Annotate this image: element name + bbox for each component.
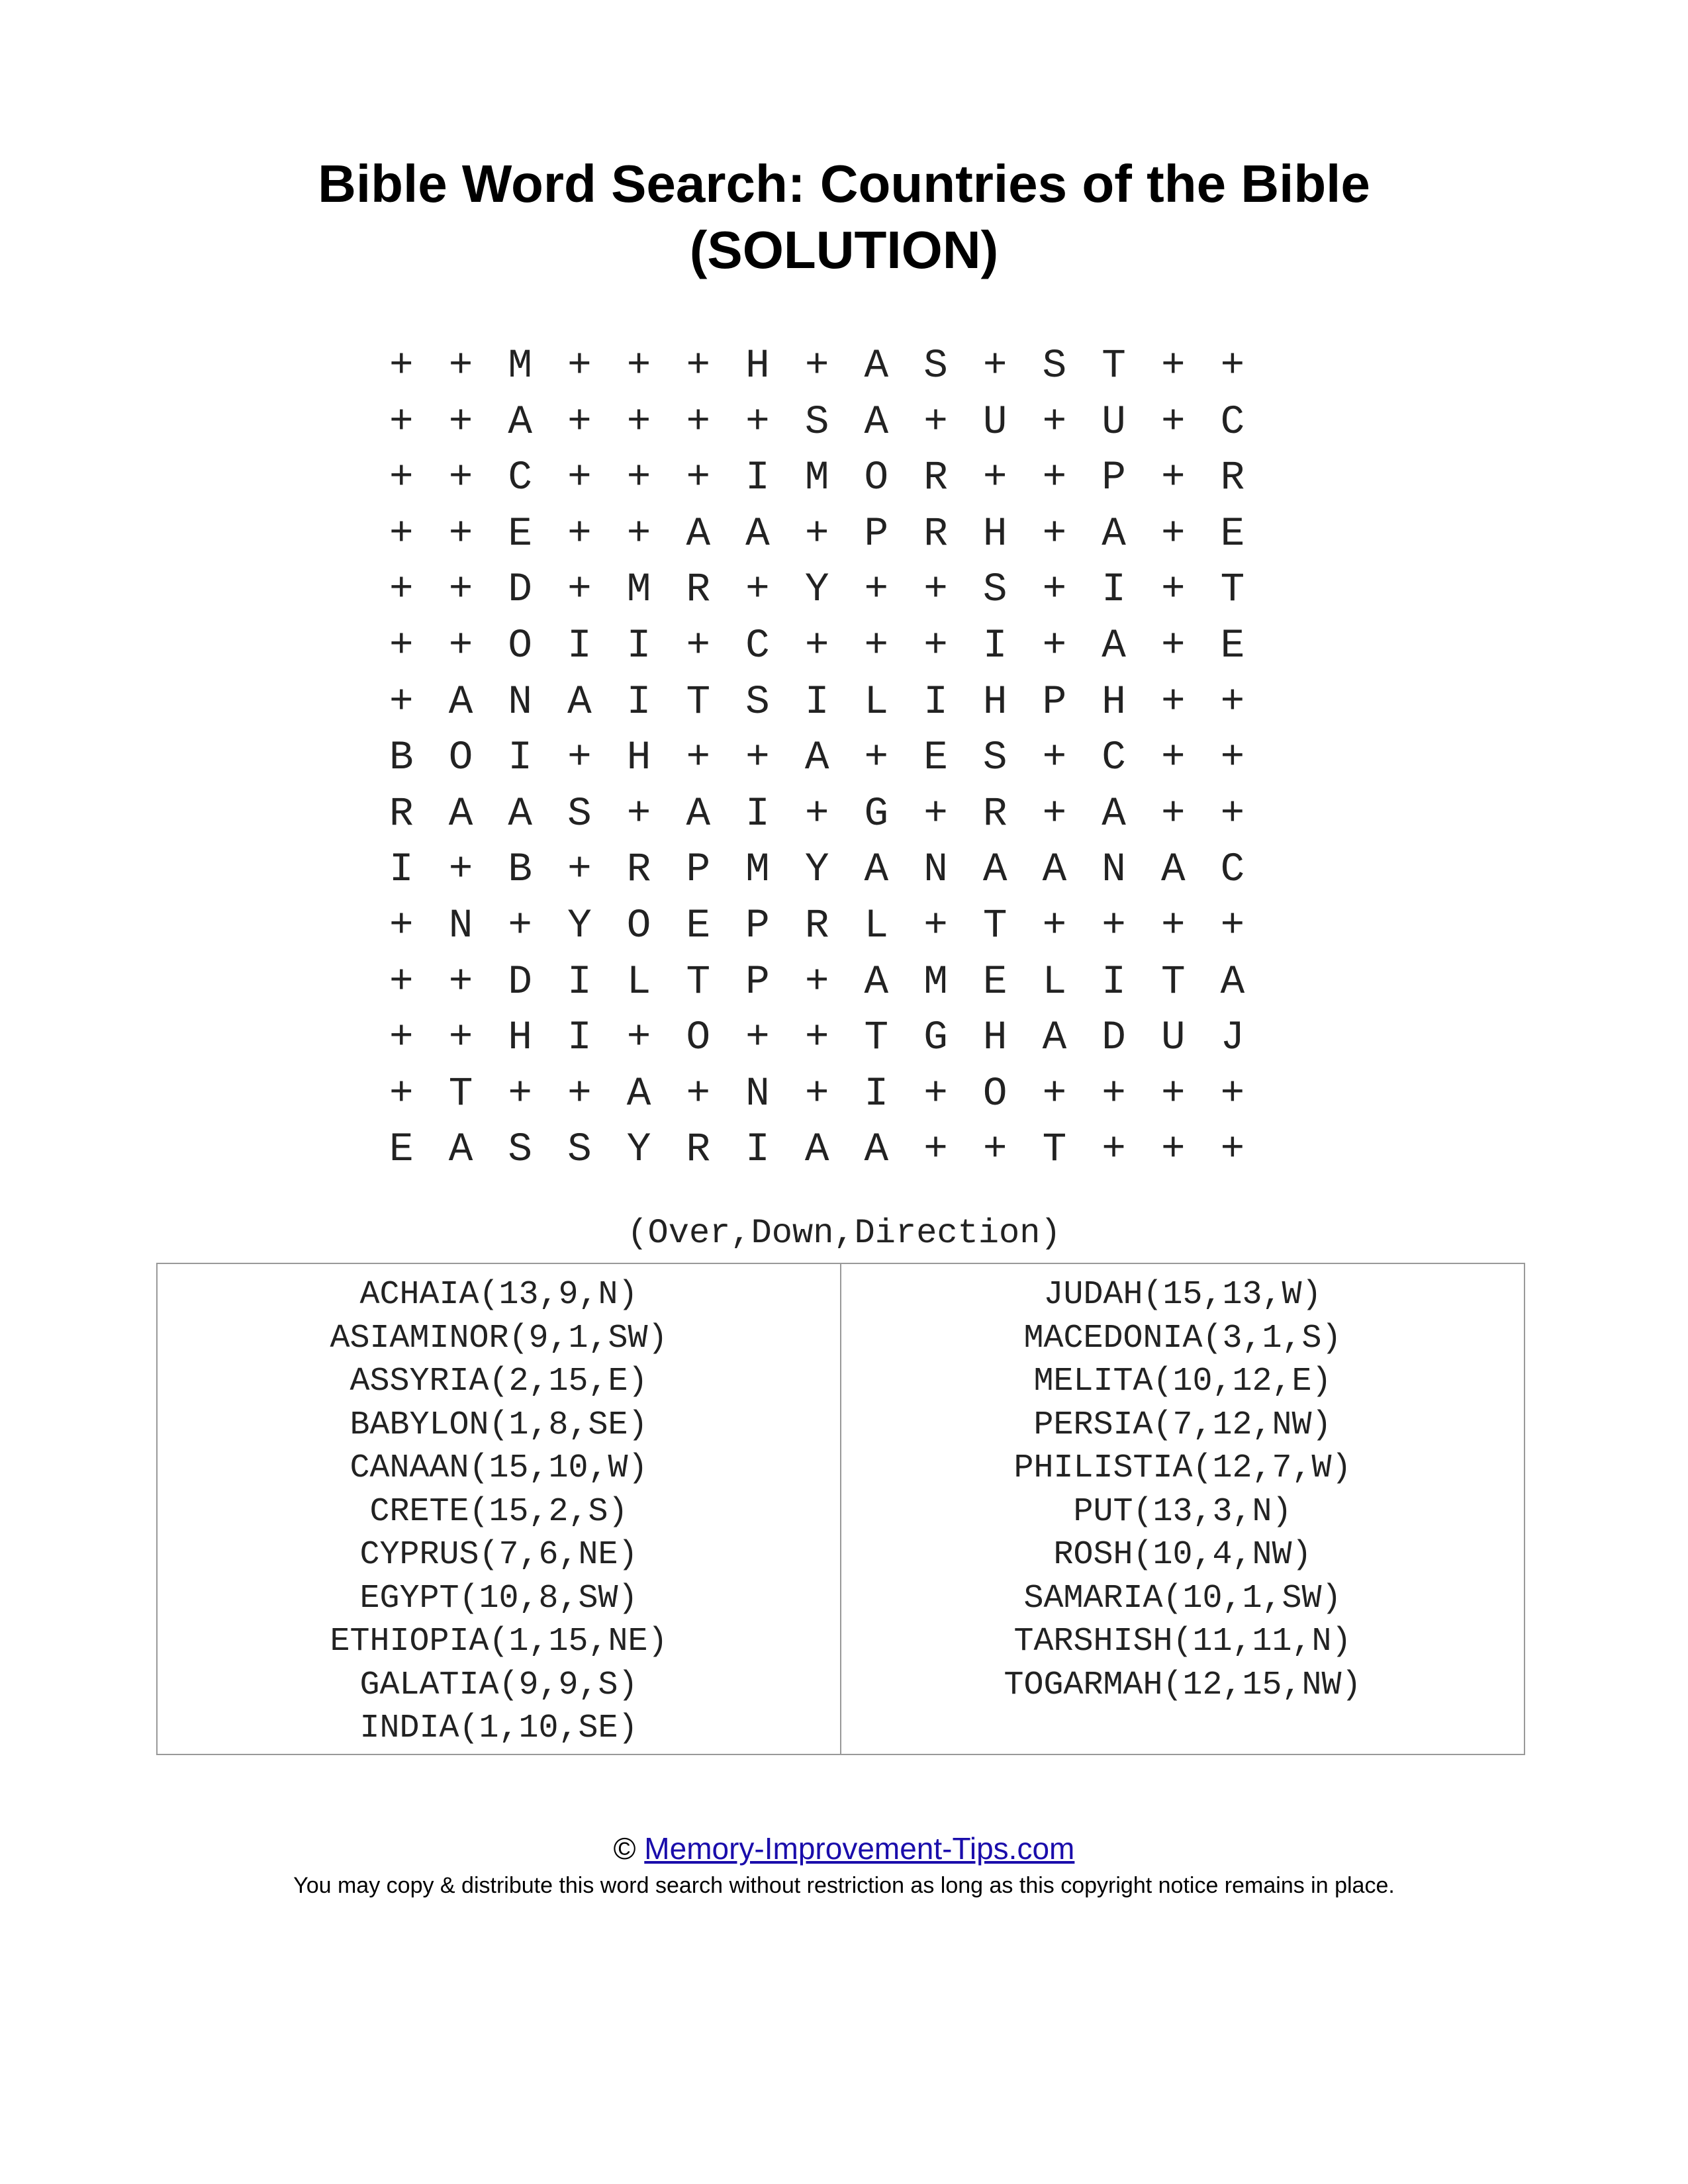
grid-cell: + [1102,1127,1126,1173]
grid-cell: + [686,623,711,669]
word-list-item: CRETE(15,2,S) [369,1492,628,1531]
grid-cell: + [1160,679,1186,725]
grid-cell: + [686,735,711,782]
grid-cell: + [626,511,651,557]
word-list-item: ASIAMINOR(9,1,SW) [330,1319,668,1357]
grid-cell: R [982,791,1008,837]
grid-row [389,451,1280,507]
grid-cell: T [448,1071,473,1117]
grid-cell: P [1102,455,1126,502]
grid-cell: + [1220,1127,1245,1173]
grid-cell: S [982,735,1008,782]
grid-cell: L [864,903,889,949]
grid-cell: A [626,1071,651,1117]
grid-cell: C [1102,735,1126,782]
grid-cell: + [389,567,414,614]
copyright-notice: You may copy & distribute this word search without restriction as long as this copyright notice remains in place. [293,1873,1395,1898]
grid-cell: + [389,959,414,1005]
grid-cell: + [1160,511,1186,557]
grid-cell: + [923,1071,948,1117]
legend-caption: (Over,Down,Direction) [627,1214,1061,1253]
grid-cell: + [389,903,414,949]
grid-cell: A [745,511,770,557]
word-list-item: SAMARIA(10,1,SW) [1023,1579,1342,1617]
grid-cell: + [508,903,532,949]
grid-cell: S [508,1127,532,1173]
grid-row [389,395,1280,451]
grid-cell: + [389,511,414,557]
grid-cell: R [686,567,711,614]
grid-cell: + [864,735,889,782]
grid-cell: C [1220,399,1245,445]
grid-cell: I [745,791,770,837]
grid-cell: E [508,511,532,557]
grid-row [389,955,1280,1011]
grid-cell: T [686,679,711,725]
grid-cell: J [1220,1015,1245,1062]
grid-cell: S [567,791,592,837]
grid-cell: P [864,511,889,557]
grid-cell: + [389,623,414,669]
grid-cell: + [567,399,592,445]
grid-cell: O [448,735,473,782]
grid-cell: U [1160,1015,1186,1062]
grid-cell: S [567,1127,592,1173]
grid-cell: + [448,847,473,893]
grid-cell: + [804,791,829,837]
grid-cell: M [745,847,770,893]
word-list-item: MACEDONIA(3,1,S) [1023,1319,1342,1357]
word-list-item: TOGARMAH(12,15,NW) [1004,1666,1362,1704]
grid-cell: A [982,847,1008,893]
grid-cell: A [448,791,473,837]
grid-cell: H [745,343,770,389]
page-title: Bible Word Search: Countries of the Bible [318,154,1370,213]
grid-cell: R [1220,455,1245,502]
grid-cell: + [1220,735,1245,782]
grid-cell: + [1220,903,1245,949]
grid-cell: + [745,1015,770,1062]
grid-cell: I [1102,567,1126,614]
grid-cell: A [448,679,473,725]
grid-row [389,339,1280,395]
grid-cell: + [626,791,651,837]
grid-cell: + [686,399,711,445]
grid-cell: O [626,903,651,949]
grid-cell: + [804,623,829,669]
grid-cell: + [686,1071,711,1117]
grid-cell: Y [804,847,829,893]
copyright-symbol: © [613,1831,636,1866]
grid-cell: E [982,959,1008,1005]
grid-cell: + [745,735,770,782]
grid-cell: D [508,959,532,1005]
grid-cell: A [1160,847,1186,893]
grid-cell: + [567,455,592,502]
grid-cell: + [1160,567,1186,614]
grid-cell: N [508,679,532,725]
grid-cell: O [982,1071,1008,1117]
grid-cell: E [389,1127,414,1173]
grid-cell: + [389,343,414,389]
word-list-item: GALATIA(9,9,S) [359,1666,638,1704]
grid-cell: O [508,623,532,669]
grid-cell: D [508,567,532,614]
word-list-item: ETHIOPIA(1,15,NE) [330,1623,668,1661]
grid-cell: + [1102,1071,1126,1117]
word-list-item: TARSHISH(11,11,N) [1013,1623,1352,1661]
grid-cell: H [626,735,651,782]
grid-cell: H [982,1015,1008,1062]
grid-cell: S [923,343,948,389]
grid-cell: A [448,1127,473,1173]
grid-cell: + [626,399,651,445]
grid-cell: P [745,903,770,949]
grid-cell: I [745,1127,770,1173]
grid-cell: L [626,959,651,1005]
grid-cell: + [567,343,592,389]
grid-cell: S [1042,343,1067,389]
grid-cell: + [1220,679,1245,725]
word-list-item: ASSYRIA(2,15,E) [350,1363,648,1400]
grid-cell: U [982,399,1008,445]
grid-cell: H [1102,679,1126,725]
grid-cell: + [1042,567,1067,614]
grid-cell: + [982,455,1008,502]
grid-cell: Y [567,903,592,949]
grid-cell: R [804,903,829,949]
word-list-item: INDIA(1,10,SE) [359,1709,638,1747]
grid-cell: + [1102,903,1126,949]
grid-cell: + [804,1071,829,1117]
grid-cell: I [923,679,948,725]
grid-cell: I [804,679,829,725]
grid-cell: T [1042,1127,1067,1173]
grid-cell: + [1042,455,1067,502]
grid-cell: + [686,455,711,502]
grid-cell: + [1042,791,1067,837]
grid-cell: T [686,959,711,1005]
grid-cell: T [1160,959,1186,1005]
grid-row [389,675,1280,731]
grid-cell: P [686,847,711,893]
word-list-item: PHILISTIA(12,7,W) [1013,1449,1352,1487]
word-list-item: CYPRUS(7,6,NE) [359,1536,638,1574]
grid-cell: A [804,735,829,782]
grid-row [389,842,1280,899]
grid-cell: R [923,511,948,557]
grid-cell: A [1102,791,1126,837]
grid-cell: A [864,959,889,1005]
grid-cell: + [567,1071,592,1117]
grid-row [389,1011,1280,1067]
grid-cell: I [745,455,770,502]
grid-cell: + [508,1071,532,1117]
grid-cell: I [508,735,532,782]
grid-row [389,507,1280,563]
grid-cell: + [1042,1071,1067,1117]
grid-cell: + [1042,511,1067,557]
grid-cell: + [389,679,414,725]
grid-cell: + [923,567,948,614]
word-list-left-column [158,1264,840,1754]
grid-cell: + [1160,455,1186,502]
grid-cell: L [1042,959,1067,1005]
grid-cell: O [864,455,889,502]
grid-cell: T [1102,343,1126,389]
grid-cell: I [864,1071,889,1117]
grid-cell: + [923,791,948,837]
grid-cell: A [686,511,711,557]
grid-cell: I [567,1015,592,1062]
grid-cell: I [567,623,592,669]
grid-cell: + [389,1071,414,1117]
grid-cell: B [389,735,414,782]
grid-cell: R [389,791,414,837]
grid-cell: + [923,623,948,669]
grid-cell: T [1220,567,1245,614]
grid-cell: A [1042,1015,1067,1062]
grid-cell: G [923,1015,948,1062]
grid-cell: Y [804,567,829,614]
grid-cell: + [1160,1127,1186,1173]
word-list-item: BABYLON(1,8,SE) [350,1406,648,1444]
grid-cell: + [1042,399,1067,445]
grid-cell: + [626,343,651,389]
grid-cell: A [1042,847,1067,893]
grid-cell: M [508,343,532,389]
grid-cell: + [1042,903,1067,949]
grid-cell: C [745,623,770,669]
grid-cell: + [982,1127,1008,1173]
grid-cell: N [923,847,948,893]
grid-cell: + [448,1015,473,1062]
grid-cell: N [1102,847,1126,893]
grid-cell: + [804,1015,829,1062]
grid-cell: G [864,791,889,837]
grid-cell: I [982,623,1008,669]
grid-cell: + [389,399,414,445]
grid-cell: M [804,455,829,502]
grid-row [389,563,1280,619]
grid-cell: M [626,567,651,614]
word-list-item: PERSIA(7,12,NW) [1033,1406,1332,1444]
grid-cell: C [1220,847,1245,893]
word-list-item: ACHAIA(13,9,N) [359,1276,638,1314]
grid-cell: P [745,959,770,1005]
grid-cell: I [626,679,651,725]
grid-row [389,787,1280,843]
grid-cell: I [389,847,414,893]
grid-cell: + [448,623,473,669]
grid-cell: + [1042,735,1067,782]
grid-cell: H [508,1015,532,1062]
grid-cell: R [626,847,651,893]
grid-cell: + [1160,903,1186,949]
grid-cell: + [1220,343,1245,389]
grid-cell: + [804,511,829,557]
grid-cell: A [1102,511,1126,557]
grid-cell: + [1160,791,1186,837]
grid-cell: + [389,455,414,502]
grid-row [389,1122,1280,1179]
grid-cell: + [923,399,948,445]
grid-cell: A [686,791,711,837]
grid-cell: + [923,1127,948,1173]
grid-cell: + [567,847,592,893]
grid-cell: E [1220,623,1245,669]
grid-cell: S [804,399,829,445]
grid-cell: C [508,455,532,502]
grid-cell: A [508,791,532,837]
word-list-right-column [840,1264,1524,1754]
grid-cell: + [626,1015,651,1062]
grid-cell: I [626,623,651,669]
word-search-grid [389,339,1280,1179]
grid-cell: S [745,679,770,725]
grid-row [389,619,1280,675]
grid-cell: A [864,847,889,893]
grid-cell: + [864,623,889,669]
grid-cell: L [864,679,889,725]
grid-cell: + [626,455,651,502]
grid-cell: A [804,1127,829,1173]
grid-row [389,899,1280,955]
word-list-item: ROSH(10,4,NW) [1053,1536,1312,1574]
grid-cell: A [864,399,889,445]
grid-cell: + [1220,1071,1245,1117]
word-list-item: PUT(13,3,N) [1073,1492,1292,1531]
grid-cell: + [1220,791,1245,837]
grid-cell: M [923,959,948,1005]
copyright-line [0,1831,1688,1866]
word-list-item: EGYPT(10,8,SW) [359,1579,638,1617]
grid-cell: + [923,903,948,949]
grid-cell: A [864,343,889,389]
grid-cell: N [448,903,473,949]
grid-cell: T [864,1015,889,1062]
grid-cell: S [982,567,1008,614]
grid-cell: N [745,1071,770,1117]
grid-cell: + [448,343,473,389]
grid-cell: + [982,343,1008,389]
grid-cell: R [686,1127,711,1173]
grid-cell: H [982,511,1008,557]
grid-cell: + [745,399,770,445]
grid-cell: I [1102,959,1126,1005]
grid-cell: + [448,567,473,614]
grid-cell: A [864,1127,889,1173]
grid-cell: + [686,343,711,389]
grid-cell: E [1220,511,1245,557]
grid-cell: + [804,343,829,389]
grid-cell: E [923,735,948,782]
grid-cell: D [1102,1015,1126,1062]
grid-cell: + [1160,399,1186,445]
grid-cell: + [1160,735,1186,782]
grid-cell: + [864,567,889,614]
grid-cell: H [982,679,1008,725]
grid-row [389,1067,1280,1123]
grid-cell: E [686,903,711,949]
grid-cell: + [1160,623,1186,669]
grid-cell: + [1042,623,1067,669]
grid-cell: + [389,1015,414,1062]
word-list-item: MELITA(10,12,E) [1033,1363,1332,1400]
word-list-item: JUDAH(15,13,W) [1043,1276,1322,1314]
grid-cell: Y [626,1127,651,1173]
website-link[interactable]: Memory-Improvement-Tips.com [644,1831,1075,1866]
grid-cell: + [567,567,592,614]
grid-cell: A [1220,959,1245,1005]
grid-cell: I [567,959,592,1005]
word-list-item: CANAAN(15,10,W) [350,1449,648,1487]
grid-cell: + [1160,1071,1186,1117]
grid-cell: O [686,1015,711,1062]
grid-cell: + [804,959,829,1005]
grid-row [389,731,1280,787]
grid-cell: A [508,399,532,445]
grid-cell: A [567,679,592,725]
grid-cell: R [923,455,948,502]
grid-cell: A [1102,623,1126,669]
grid-cell: + [1160,343,1186,389]
grid-cell: + [567,511,592,557]
grid-cell: + [448,959,473,1005]
grid-cell: + [567,735,592,782]
grid-cell: + [448,511,473,557]
grid-cell: U [1102,399,1126,445]
grid-cell: B [508,847,532,893]
word-list-table [156,1263,1525,1755]
grid-cell: + [448,455,473,502]
grid-cell: + [448,399,473,445]
grid-cell: T [982,903,1008,949]
grid-cell: + [745,567,770,614]
page-subtitle: (SOLUTION) [689,220,999,279]
grid-cell: P [1042,679,1067,725]
